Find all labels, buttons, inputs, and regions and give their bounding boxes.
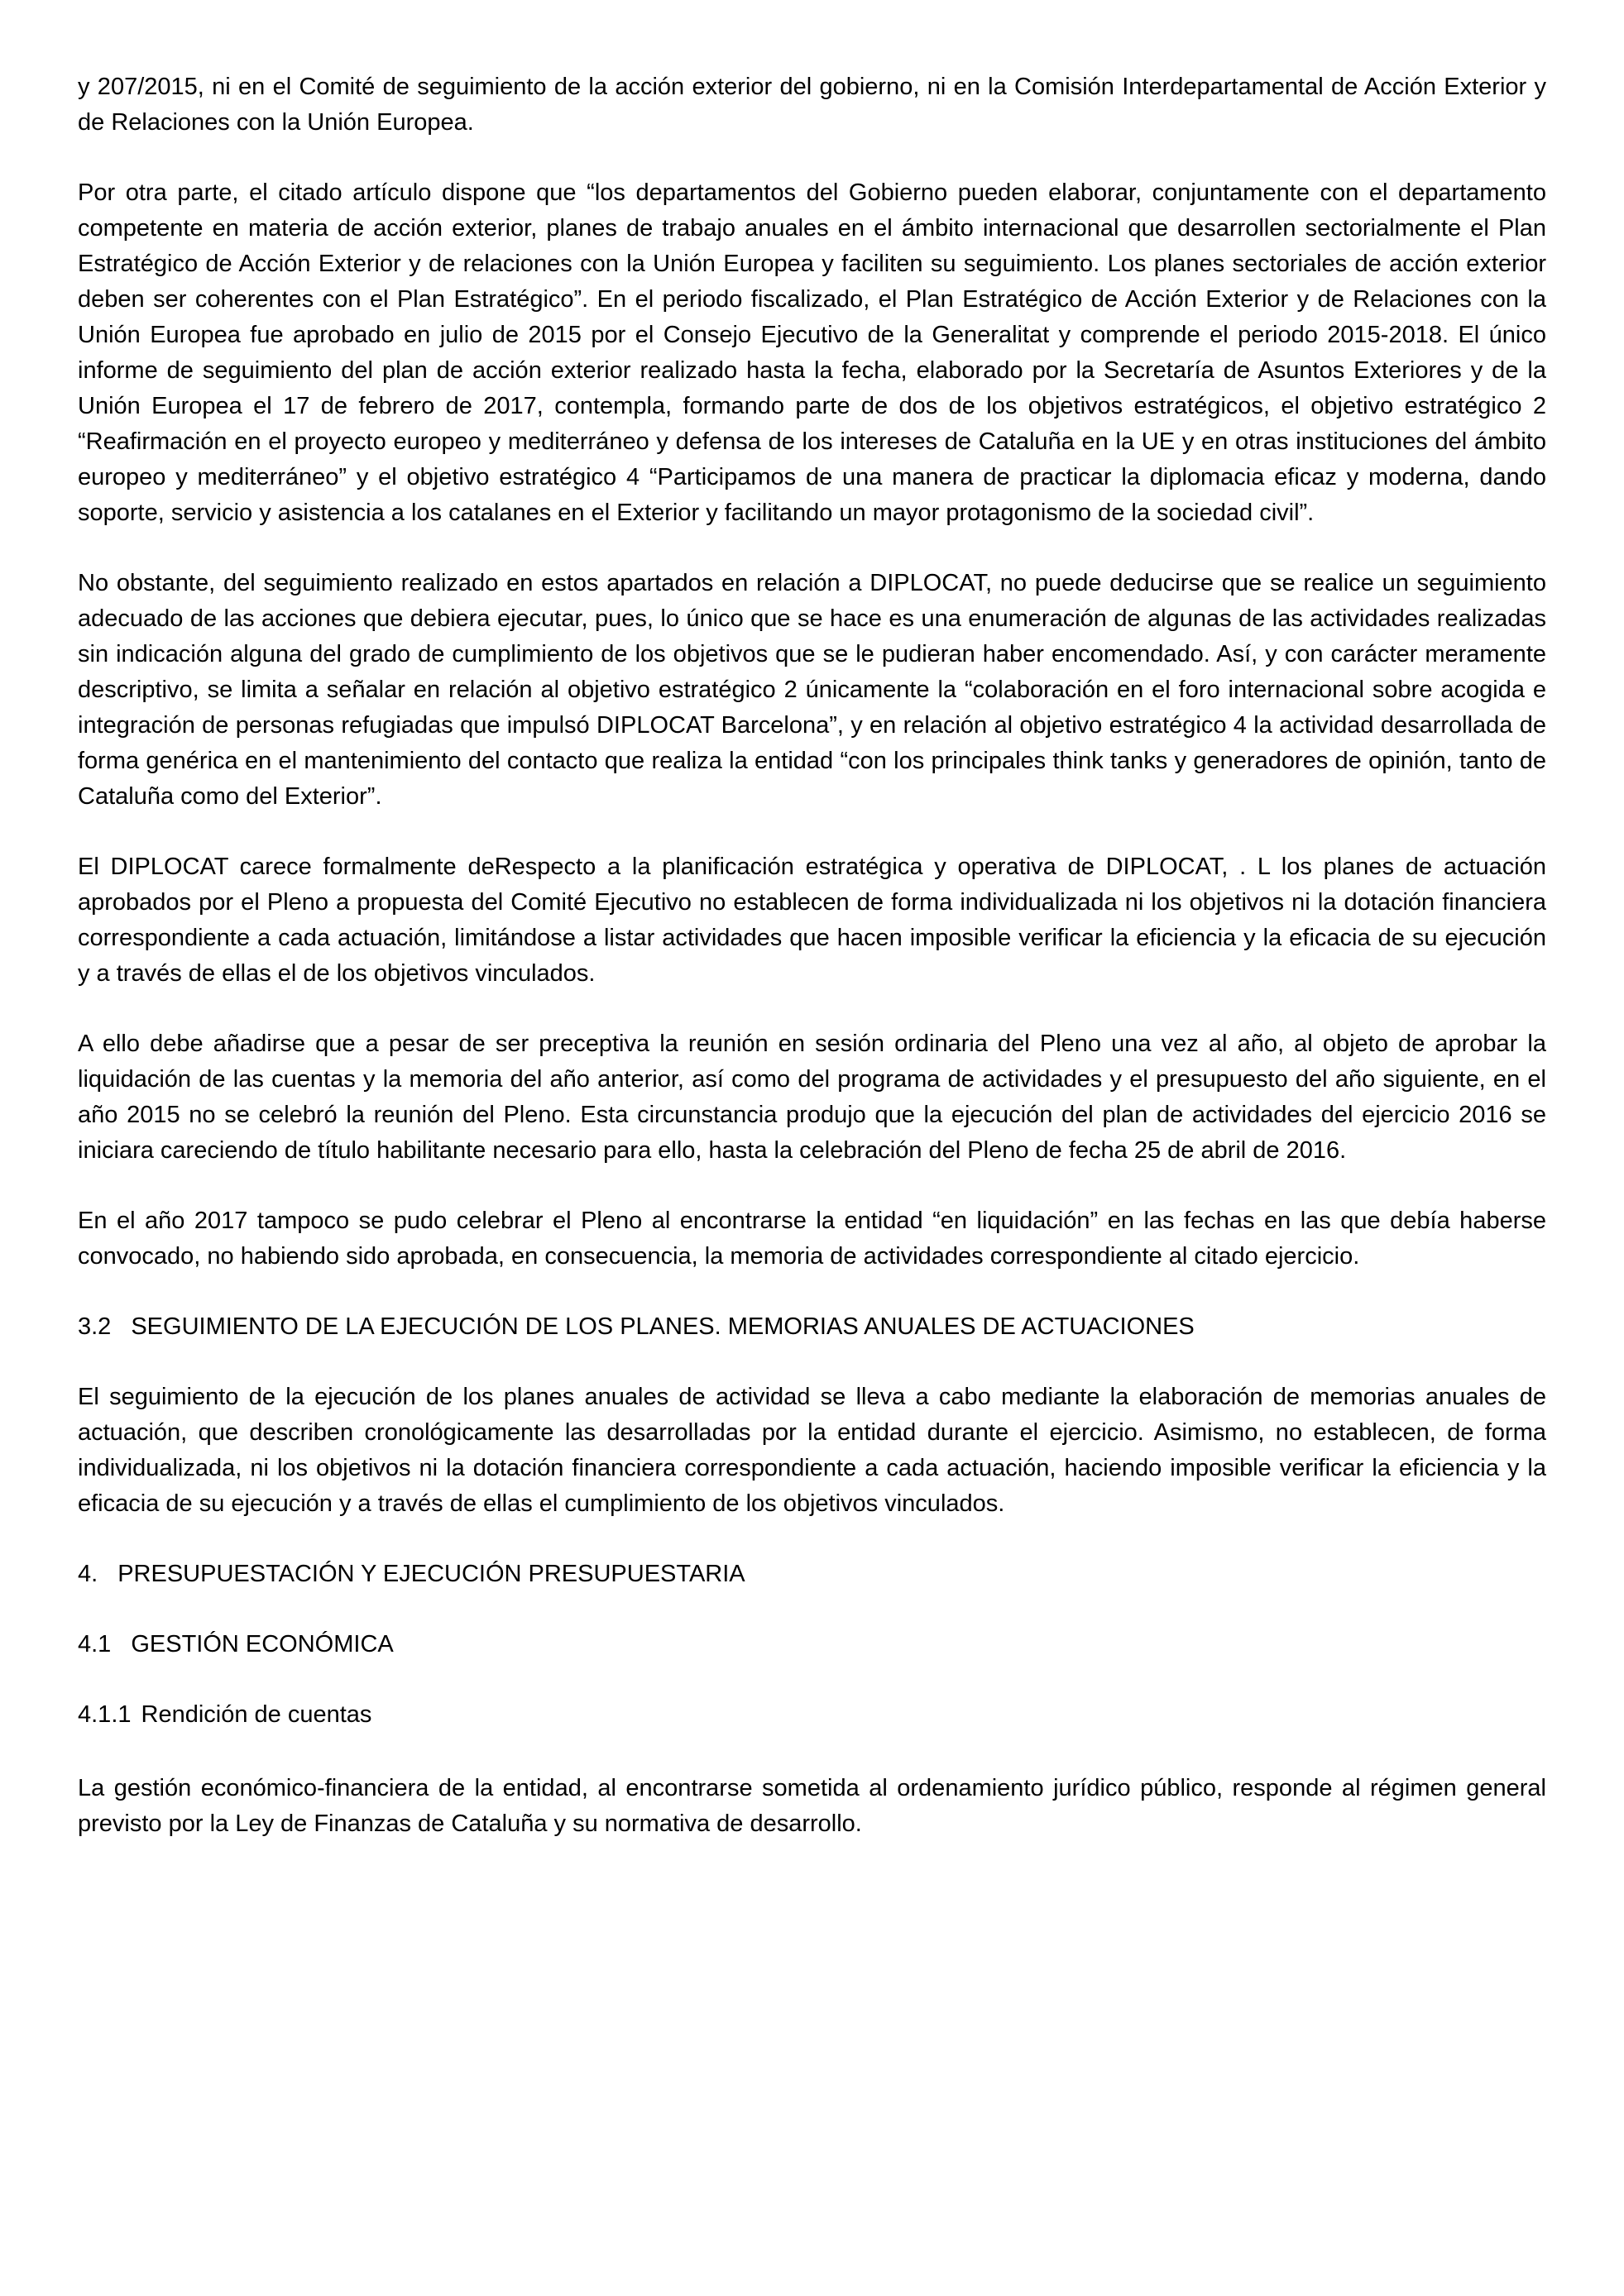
- section-title-4: PRESUPUESTACIÓN Y EJECUCIÓN PRESUPUESTARIA: [117, 1561, 745, 1587]
- paragraph-financial-management: La gestión económico-financiera de la entidad, al encontrarse sometida al ordenamiento jurídico público, responde al régimen general previsto por la Ley de Finanzas de Cataluña y su normativa de desarrollo.: [78, 1775, 1546, 1837]
- paragraph-continuation-committees: y 207/2015, ni en el Comité de seguimiento de la acción exterior del gobierno, ni en la Comisión Interdepartamental de Acción Exterior y de Relaciones con la Unión Europea.: [78, 74, 1546, 136]
- paragraph-diplocat-follow-up: No obstante, del seguimiento realizado en estos apartados en relación a DIPLOCAT, no puede deducirse que se realice un seguimiento adecuado de las acciones que debiera ejecutar, pues, lo único que se hace es una enumeración de algunas de las actividades realizadas sin indicación alguna del grado de cumplimiento de los objetivos que se le pudieran haber encomendado. Así, y con carácter meramente descriptivo, se limita a señalar en relación al objetivo estratégico 2 únicamente la “colaboración en el foro internacional sobre acogida e integración de personas refugiadas que impulsó DIPLOCAT Barcelona”, y en relación al objetivo estratégico 4 la actividad desarrollada de forma genérica en el mantenimiento del contacto que realiza la entidad “con los principales think tanks y generadores de opinión, tanto de Cataluña como del Exterior”.: [78, 570, 1546, 810]
- paragraph-diplocat-planning: El DIPLOCAT carece formalmente deRespecto a la planificación estratégica y operativa de DIPLOCAT, . L los planes de actuación aprobados por el Pleno a propuesta del Comité Ejecutivo no establecen de forma individualizada ni los objetivos ni la dotación financiera correspondiente a cada actuación, limitándose a listar actividades que hacen imposible verificar la eficiencia y la eficacia de su ejecución y a través de ellas el de los objetivos vinculados.: [78, 854, 1546, 987]
- paragraph-annual-reports: El seguimiento de la ejecución de los planes anuales de actividad se lleva a cabo mediante la elaboración de memorias anuales de actuación, que describen cronológicamente las desarrolladas por la entidad durante el ejercicio. Asimismo, no establecen, de forma individualizada, ni los objetivos ni la dotación financiera correspondiente a cada actuación, haciendo imposible verificar la eficiencia y la eficacia de su ejecución y a través de ellas el cumplimiento de los objetivos vinculados.: [78, 1384, 1546, 1517]
- paragraph-strategic-plan: Por otra parte, el citado artículo dispone que “los departamentos del Gobierno pueden elaborar, conjuntamente con el departamento competente en materia de acción exterior, planes de trabajo anuales en el ámbito internacional que desarrollen sectorialmente el Plan Estratégico de Acción Exterior y de relaciones con la Unión Europea y faciliten su seguimiento. Los planes sectoriales de acción exterior deben ser coherentes con el Plan Estratégico”. En el periodo fiscalizado, el Plan Estratégico de Acción Exterior y de Relaciones con la Unión Europea fue aprobado en julio de 2015 por el Consejo Ejecutivo de la Generalitat y comprende el periodo 2015-2018. El único informe de seguimiento del plan de acción exterior realizado hasta la fecha, elaborado por la Secretaría de Asuntos Exteriores y de la Unión Europea el 17 de febrero de 2017, contempla, formando parte de dos de los objetivos estratégicos, el objetivo estratégico 2 “Reafirmación en el proyecto europeo y mediterráneo y defensa de los intereses de Cataluña en la UE y en otras instituciones del ámbito europeo y mediterráneo” y el objetivo estratégico 4 “Participamos de una manera de practicar la diplomacia eficaz y moderna, dando soporte, servicio y asistencia a los catalanes en el Exterior y facilitando un mayor protagonismo de la sociedad civil”.: [78, 179, 1546, 526]
- paragraph-pleno-2017: En el año 2017 tampoco se pudo celebrar el Pleno al encontrarse la entidad “en liquidación” en las fechas en las que debía haberse convocado, no habiendo sido aprobada, en consecuencia, la memoria de actividades correspondiente al citado ejercicio.: [78, 1208, 1546, 1270]
- section-title-4-1-1: Rendición de cuentas: [141, 1701, 372, 1728]
- section-heading-3-2: [78, 1309, 1546, 1345]
- section-heading-4-1-1: [78, 1697, 1546, 1733]
- section-number-4-1-1: 4.1.1: [78, 1701, 132, 1728]
- section-heading-4: [78, 1557, 1546, 1592]
- section-number-4-1: 4.1: [78, 1631, 112, 1657]
- section-title-4-1: GESTIÓN ECONÓMICA: [131, 1631, 394, 1657]
- paragraph-pleno-2015: A ello debe añadirse que a pesar de ser preceptiva la reunión en sesión ordinaria del Pleno una vez al año, al objeto de aprobar la liquidación de las cuentas y la memoria del año anterior, así como del programa de actividades y el presupuesto del año siguiente, en el año 2015 no se celebró la reunión del Pleno. Esta circunstancia produjo que la ejecución del plan de actividades del ejercicio 2016 se iniciara careciendo de título habilitante necesario para ello, hasta la celebración del Pleno de fecha 25 de abril de 2016.: [78, 1031, 1546, 1164]
- section-number-3-2: 3.2: [78, 1313, 112, 1340]
- section-heading-4-1: [78, 1627, 1546, 1662]
- section-number-4: 4.: [78, 1561, 98, 1587]
- section-title-3-2: SEGUIMIENTO DE LA EJECUCIÓN DE LOS PLANES. MEMORIAS ANUALES DE ACTUACIONES: [131, 1313, 1195, 1340]
